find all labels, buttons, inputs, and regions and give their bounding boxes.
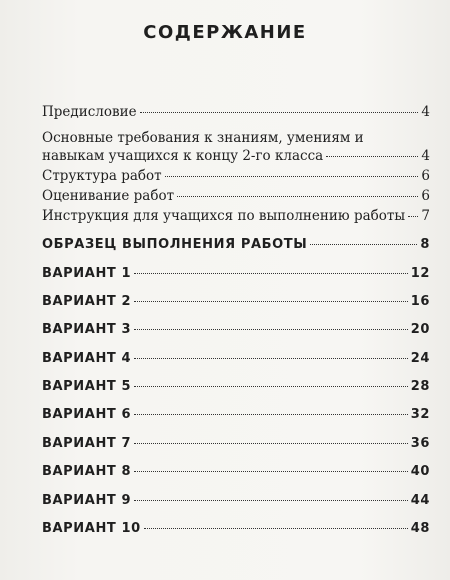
dot-leader — [144, 528, 408, 529]
toc-entry-page: 12 — [410, 266, 430, 281]
toc-entry-label: ВАРИАНТ 9 — [42, 493, 132, 508]
toc-entry-page: 20 — [410, 322, 430, 337]
dot-leader — [408, 216, 418, 217]
dot-leader — [310, 244, 417, 245]
toc-entry-variant-8[interactable] — [42, 463, 430, 481]
toc-entry-page: 4 — [421, 104, 430, 120]
dot-leader — [140, 112, 419, 113]
toc-entry-label: ВАРИАНТ 1 — [42, 266, 132, 281]
toc-entry-variant-3[interactable] — [42, 321, 430, 339]
toc-entry-structure[interactable] — [42, 167, 430, 185]
dot-leader — [134, 358, 408, 359]
toc-entry-page: 7 — [421, 208, 430, 224]
dot-leader — [134, 301, 408, 302]
toc-entry-label: Оценивание работ — [42, 188, 175, 204]
toc-entry-page: 4 — [421, 148, 430, 164]
toc-entry-label: Инструкция для учащихся по выполнению работы — [42, 208, 406, 224]
toc-entry-label-line1: Основные требования к знаниям, умениям и — [42, 130, 364, 146]
toc-entry-label: навыкам учащихся к концу 2-го класса — [42, 148, 324, 164]
toc-entry-variant-6[interactable] — [42, 406, 430, 424]
toc-entry-page: 24 — [410, 351, 430, 366]
dot-leader — [134, 414, 408, 415]
toc-entry-page: 44 — [410, 493, 430, 508]
toc-entry-page: 40 — [410, 464, 430, 479]
toc-entry-variant-4[interactable] — [42, 350, 430, 368]
dot-leader — [134, 329, 408, 330]
toc-entry-preface[interactable] — [42, 103, 430, 121]
dot-leader — [326, 156, 418, 157]
toc-entry-sample[interactable] — [42, 236, 430, 254]
toc-entry-page: 28 — [410, 379, 430, 394]
dot-leader — [177, 196, 418, 197]
dot-leader — [134, 443, 408, 444]
toc-entry-page: 6 — [421, 168, 430, 184]
toc-entry-label: ВАРИАНТ 10 — [42, 521, 141, 536]
toc-entry-page: 32 — [410, 407, 430, 422]
toc-title: СОДЕРЖАНИЕ — [143, 22, 307, 43]
toc-entry-label: ВАРИАНТ 7 — [42, 436, 132, 451]
dot-leader — [165, 176, 419, 177]
toc-entry-page: 16 — [410, 294, 430, 309]
toc-entry-variant-9[interactable] — [42, 492, 430, 510]
toc-entry-label: ВАРИАНТ 5 — [42, 379, 132, 394]
dot-leader — [134, 500, 408, 501]
toc-entry-label: ВАРИАНТ 2 — [42, 294, 132, 309]
toc-entry-variant-10[interactable] — [42, 520, 430, 538]
toc-entry-label: ВАРИАНТ 8 — [42, 464, 132, 479]
toc-entry-instructions[interactable] — [42, 207, 430, 225]
dot-leader — [134, 386, 408, 387]
toc-entry-label: ВАРИАНТ 4 — [42, 351, 132, 366]
toc-entry-variant-2[interactable] — [42, 293, 430, 311]
toc-entry-variant-1[interactable] — [42, 265, 430, 283]
toc-entry-label: ОБРАЗЕЦ ВЫПОЛНЕНИЯ РАБОТЫ — [42, 237, 308, 252]
toc-entry-requirements[interactable] — [42, 129, 430, 165]
toc-entry-label: Структура работ — [42, 168, 162, 184]
toc-entry-label: ВАРИАНТ 6 — [42, 407, 132, 422]
toc-entry-label: Предисловие — [42, 104, 137, 120]
dot-leader — [134, 273, 408, 274]
toc-entry-variant-5[interactable] — [42, 378, 430, 396]
dot-leader — [134, 471, 408, 472]
toc-entry-page: 6 — [421, 188, 430, 204]
toc-entry-page: 48 — [410, 521, 430, 536]
toc-entry-page: 8 — [420, 237, 430, 252]
toc-entry-variant-7[interactable] — [42, 435, 430, 453]
toc-entry-assessment[interactable] — [42, 187, 430, 205]
toc-entry-label: ВАРИАНТ 3 — [42, 322, 132, 337]
toc-entry-page: 36 — [410, 436, 430, 451]
